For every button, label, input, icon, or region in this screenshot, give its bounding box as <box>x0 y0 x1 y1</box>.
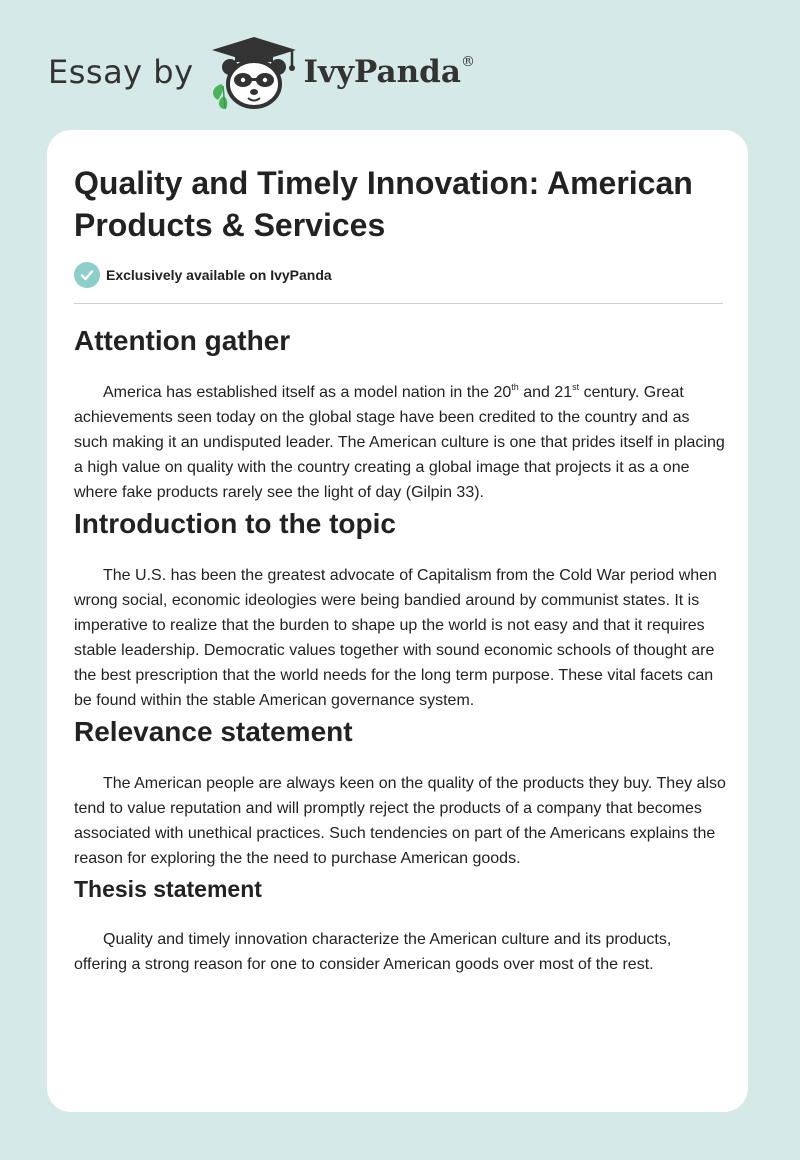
essay-body <box>74 322 726 977</box>
essay-card <box>47 130 748 1112</box>
badge-label: Exclusively available on IvyPanda <box>106 267 332 283</box>
page-title: Quality and Timely Innovation: American Products & Services <box>74 165 693 243</box>
section-heading: Thesis statement <box>74 876 262 902</box>
panda-graduate-icon <box>208 34 300 110</box>
exclusive-badge <box>74 262 332 288</box>
section-attention-gather <box>74 322 726 505</box>
brand-name: IvyPanda® <box>303 54 475 90</box>
section-heading: Attention gather <box>74 325 291 356</box>
check-icon <box>74 262 100 288</box>
section-heading: Relevance statement <box>74 716 353 747</box>
site-brand[interactable] <box>48 34 475 110</box>
section-introduction <box>74 505 726 713</box>
section-paragraph: Quality and timely innovation characterize the American culture and its products, offering a strong reason for one to consider American goods over most of the rest. <box>74 931 672 973</box>
section-heading: Introduction to the topic <box>74 508 396 539</box>
section-thesis <box>74 871 726 977</box>
section-relevance <box>74 713 726 871</box>
divider <box>74 303 723 304</box>
brand-prefix: Essay by <box>48 53 194 91</box>
section-paragraph: America has established itself as a model nation in the 20th and 21st century. Great achievements seen today on the global stage have been credited to the country and as such making it an undisputed leader. The American culture is one that prides itself in placing a high value on quality with the country creating a global image that projects it as a one where fake products rarely see the light of day (Gilpin 33). <box>74 382 725 501</box>
section-paragraph: The American people are always keen on the quality of the products they buy. They also tend to value reputation and will promptly reject the products of a company that becomes associated with unethical practices. Such tendencies on part of the Americans explains the reason for exploring the the need to purchase American goods. <box>74 775 726 867</box>
section-paragraph: The U.S. has been the greatest advocate of Capitalism from the Cold War period when wrong social, economic ideologies were being bandied around by communist states. It is imperative to realize that the burden to shape up the world is not easy and that it requires stable leadership. Democratic values together with sound economic schools of thought are the best prescription that the world needs for the long term purpose. These vital facets can be found within the stable American governance system. <box>74 567 717 709</box>
